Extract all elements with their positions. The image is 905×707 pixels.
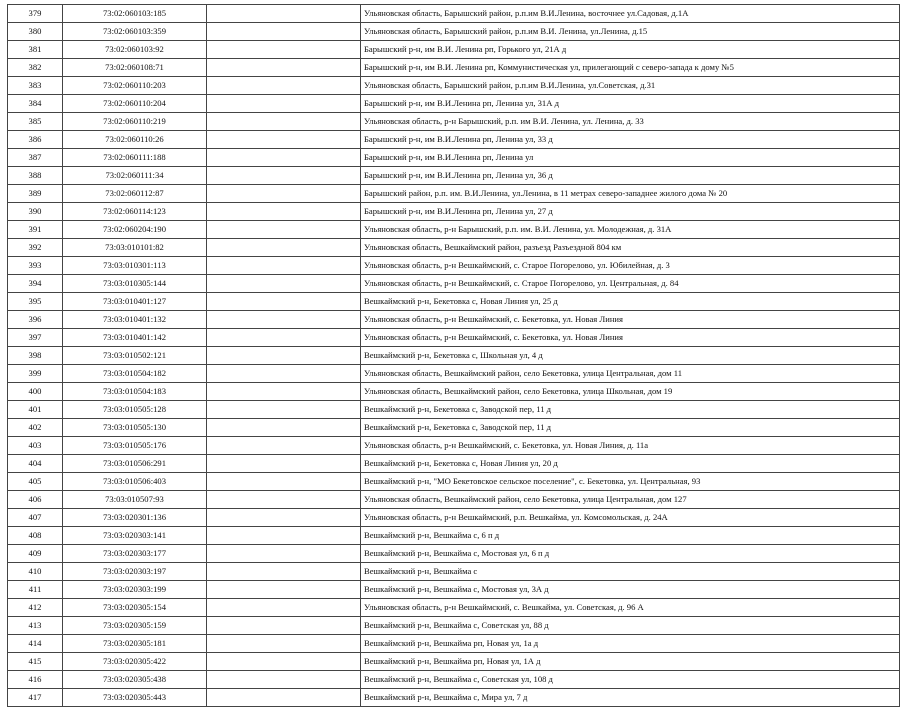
address-cell: Вешкаймский р-н, Вешкайма с, Советская ул, 88 д: [361, 617, 900, 635]
address-cell: Ульяновская область, р-н Вешкаймский, с. Старое Погорелово, ул. Центральная, д. 84: [361, 275, 900, 293]
row-number-cell: 390: [8, 203, 63, 221]
table-row: [8, 671, 900, 689]
cadastral-number-cell: 73:03:020305:181: [63, 635, 207, 653]
table-row: [8, 131, 900, 149]
table-row: [8, 149, 900, 167]
empty-cell: [207, 5, 361, 23]
row-number-cell: 415: [8, 653, 63, 671]
table-row: [8, 455, 900, 473]
table-row: [8, 419, 900, 437]
cadastral-number-cell: 73:03:020303:177: [63, 545, 207, 563]
address-cell: Ульяновская область, р-н Вешкаймский, р.п. Вешкайма, ул. Комсомольская, д. 24А: [361, 509, 900, 527]
address-cell: Ульяновская область, Барышский район, р.п.им В.И.Ленина, восточнее ул.Садовая, д.1А: [361, 5, 900, 23]
empty-cell: [207, 617, 361, 635]
cadastral-number-cell: 73:03:010505:128: [63, 401, 207, 419]
cadastral-number-cell: 73:02:060204:190: [63, 221, 207, 239]
cadastral-number-cell: 73:02:060111:188: [63, 149, 207, 167]
empty-cell: [207, 509, 361, 527]
empty-cell: [207, 347, 361, 365]
address-cell: Барышский р-н, им В.И.Ленина рп, Ленина ул: [361, 149, 900, 167]
cadastral-number-cell: 73:02:060108:71: [63, 59, 207, 77]
table-row: [8, 347, 900, 365]
empty-cell: [207, 401, 361, 419]
row-number-cell: 381: [8, 41, 63, 59]
address-cell: Вешкаймский р-н, "МО Бекетовское сельское поселение", с. Бекетовка, ул. Центральная, 93: [361, 473, 900, 491]
cadastral-number-cell: 73:03:020303:199: [63, 581, 207, 599]
cadastral-number-cell: 73:03:020303:141: [63, 527, 207, 545]
row-number-cell: 380: [8, 23, 63, 41]
registry-table-body: [8, 5, 900, 707]
cadastral-number-cell: 73:03:010507:93: [63, 491, 207, 509]
row-number-cell: 412: [8, 599, 63, 617]
empty-cell: [207, 581, 361, 599]
table-row: [8, 113, 900, 131]
row-number-cell: 396: [8, 311, 63, 329]
empty-cell: [207, 455, 361, 473]
cadastral-number-cell: 73:02:060111:34: [63, 167, 207, 185]
table-row: [8, 239, 900, 257]
empty-cell: [207, 293, 361, 311]
empty-cell: [207, 365, 361, 383]
table-row: [8, 257, 900, 275]
row-number-cell: 407: [8, 509, 63, 527]
address-cell: Ульяновская область, Вешкаймский район, село Бекетовка, улица Центральная, дом 11: [361, 365, 900, 383]
empty-cell: [207, 59, 361, 77]
cadastral-number-cell: 73:02:060112:87: [63, 185, 207, 203]
cadastral-number-cell: 73:03:010506:291: [63, 455, 207, 473]
row-number-cell: 392: [8, 239, 63, 257]
row-number-cell: 400: [8, 383, 63, 401]
cadastral-number-cell: 73:02:060110:204: [63, 95, 207, 113]
address-cell: Барышский р-н, им В.И.Ленина рп, Ленина ул, 27 д: [361, 203, 900, 221]
cadastral-number-cell: 73:03:010401:127: [63, 293, 207, 311]
row-number-cell: 411: [8, 581, 63, 599]
row-number-cell: 389: [8, 185, 63, 203]
cadastral-number-cell: 73:03:010305:144: [63, 275, 207, 293]
address-cell: Вешкаймский р-н, Бекетовка с, Новая Линия ул, 25 д: [361, 293, 900, 311]
table-row: [8, 401, 900, 419]
address-cell: Ульяновская область, р-н Вешкаймский, с. Бекетовка, ул. Новая Линия: [361, 311, 900, 329]
table-row: [8, 293, 900, 311]
empty-cell: [207, 221, 361, 239]
row-number-cell: 398: [8, 347, 63, 365]
cadastral-number-cell: 73:02:060103:359: [63, 23, 207, 41]
empty-cell: [207, 149, 361, 167]
empty-cell: [207, 545, 361, 563]
table-row: [8, 221, 900, 239]
address-cell: Ульяновская область, р-н Вешкаймский, с. Старое Погорелово, ул. Юбилейная, д. 3: [361, 257, 900, 275]
cadastral-number-cell: 73:03:010301:113: [63, 257, 207, 275]
empty-cell: [207, 383, 361, 401]
row-number-cell: 403: [8, 437, 63, 455]
table-row: [8, 527, 900, 545]
row-number-cell: 384: [8, 95, 63, 113]
row-number-cell: 383: [8, 77, 63, 95]
table-row: [8, 203, 900, 221]
row-number-cell: 405: [8, 473, 63, 491]
address-cell: Барышский район, р.п. им. В.И.Ленина, ул.Ленина, в 11 метрах северо-западнее жилого дома № 20: [361, 185, 900, 203]
address-cell: Вешкаймский р-н, Вешкайма рп, Новая ул, 1а д: [361, 635, 900, 653]
row-number-cell: 408: [8, 527, 63, 545]
registry-table-sheet: [7, 4, 900, 707]
cadastral-number-cell: 73:03:010504:182: [63, 365, 207, 383]
row-number-cell: 379: [8, 5, 63, 23]
address-cell: Ульяновская область, р-н Вешкаймский, с. Бекетовка, ул. Новая Линия, д. 11а: [361, 437, 900, 455]
address-cell: Вешкаймский р-н, Вешкайма с, Мостовая ул, 6 п д: [361, 545, 900, 563]
row-number-cell: 382: [8, 59, 63, 77]
row-number-cell: 395: [8, 293, 63, 311]
row-number-cell: 399: [8, 365, 63, 383]
table-row: [8, 41, 900, 59]
address-cell: Ульяновская область, Вешкаймский район, село Бекетовка, улица Центральная, дом 127: [361, 491, 900, 509]
cadastral-number-cell: 73:03:020301:136: [63, 509, 207, 527]
table-row: [8, 311, 900, 329]
empty-cell: [207, 41, 361, 59]
empty-cell: [207, 329, 361, 347]
address-cell: Ульяновская область, Барышский район, р.п.им В.И. Ленина, ул.Ленина, д.15: [361, 23, 900, 41]
table-row: [8, 635, 900, 653]
table-row: [8, 509, 900, 527]
address-cell: Вешкаймский р-н, Вешкайма с, Советская ул, 108 д: [361, 671, 900, 689]
empty-cell: [207, 419, 361, 437]
address-cell: Ульяновская область, Барышский район, р.п.им В.И.Ленина, ул.Советская, д.31: [361, 77, 900, 95]
row-number-cell: 404: [8, 455, 63, 473]
cadastral-number-cell: 73:03:010401:142: [63, 329, 207, 347]
address-cell: Ульяновская область, Вешкаймский район, село Бекетовка, улица Школьная, дом 19: [361, 383, 900, 401]
empty-cell: [207, 527, 361, 545]
cadastral-number-cell: 73:02:060110:219: [63, 113, 207, 131]
row-number-cell: 410: [8, 563, 63, 581]
table-row: [8, 581, 900, 599]
address-cell: Вешкаймский р-н, Бекетовка с, Новая Линия ул, 20 д: [361, 455, 900, 473]
empty-cell: [207, 671, 361, 689]
table-row: [8, 59, 900, 77]
address-cell: Ульяновская область, р-н Вешкаймский, с. Бекетовка, ул. Новая Линия: [361, 329, 900, 347]
address-cell: Вешкаймский р-н, Вешкайма с, Мостовая ул, 3А д: [361, 581, 900, 599]
cadastral-number-cell: 73:03:010401:132: [63, 311, 207, 329]
address-cell: Вешкаймский р-н, Бекетовка с, Школьная ул, 4 д: [361, 347, 900, 365]
address-cell: Вешкаймский р-н, Вешкайма с, Мира ул, 7 д: [361, 689, 900, 707]
cadastral-number-cell: 73:03:020305:154: [63, 599, 207, 617]
registry-table: [7, 4, 900, 707]
empty-cell: [207, 491, 361, 509]
address-cell: Ульяновская область, р-н Вешкаймский, с. Вешкайма, ул. Советская, д. 96 А: [361, 599, 900, 617]
row-number-cell: 386: [8, 131, 63, 149]
empty-cell: [207, 239, 361, 257]
cadastral-number-cell: 73:02:060103:185: [63, 5, 207, 23]
address-cell: Вешкаймский р-н, Бекетовка с, Заводской пер, 11 д: [361, 401, 900, 419]
empty-cell: [207, 311, 361, 329]
table-row: [8, 689, 900, 707]
table-row: [8, 5, 900, 23]
cadastral-number-cell: 73:03:010506:403: [63, 473, 207, 491]
row-number-cell: 397: [8, 329, 63, 347]
cadastral-number-cell: 73:02:060103:92: [63, 41, 207, 59]
table-row: [8, 365, 900, 383]
table-row: [8, 275, 900, 293]
empty-cell: [207, 275, 361, 293]
row-number-cell: 401: [8, 401, 63, 419]
table-row: [8, 95, 900, 113]
table-row: [8, 185, 900, 203]
table-row: [8, 437, 900, 455]
empty-cell: [207, 653, 361, 671]
empty-cell: [207, 77, 361, 95]
cadastral-number-cell: 73:03:010505:130: [63, 419, 207, 437]
table-row: [8, 77, 900, 95]
address-cell: Вешкаймский р-н, Вешкайма с: [361, 563, 900, 581]
row-number-cell: 391: [8, 221, 63, 239]
cadastral-number-cell: 73:02:060114:123: [63, 203, 207, 221]
cadastral-number-cell: 73:03:020303:197: [63, 563, 207, 581]
empty-cell: [207, 95, 361, 113]
table-row: [8, 563, 900, 581]
empty-cell: [207, 437, 361, 455]
table-row: [8, 329, 900, 347]
table-row: [8, 545, 900, 563]
address-cell: Ульяновская область, р-н Барышский, р.п. им. В.И. Ленина, ул. Молодежная, д. 31А: [361, 221, 900, 239]
empty-cell: [207, 113, 361, 131]
row-number-cell: 413: [8, 617, 63, 635]
address-cell: Барышский р-н, им В.И.Ленина рп, Ленина ул, 36 д: [361, 167, 900, 185]
address-cell: Вешкаймский р-н, Вешкайма рп, Новая ул, 1А д: [361, 653, 900, 671]
row-number-cell: 387: [8, 149, 63, 167]
empty-cell: [207, 635, 361, 653]
cadastral-number-cell: 73:03:010504:183: [63, 383, 207, 401]
cadastral-number-cell: 73:03:020305:422: [63, 653, 207, 671]
empty-cell: [207, 203, 361, 221]
table-row: [8, 653, 900, 671]
cadastral-number-cell: 73:02:060110:203: [63, 77, 207, 95]
address-cell: Вешкаймский р-н, Вешкайма с, 6 п д: [361, 527, 900, 545]
empty-cell: [207, 599, 361, 617]
empty-cell: [207, 131, 361, 149]
table-row: [8, 491, 900, 509]
row-number-cell: 406: [8, 491, 63, 509]
row-number-cell: 414: [8, 635, 63, 653]
address-cell: Барышский р-н, им В.И.Ленина рп, Ленина ул, 33 д: [361, 131, 900, 149]
address-cell: Барышский р-н, им В.И. Ленина рп, Коммунистическая ул, прилегающий с северо-запада к дому №5: [361, 59, 900, 77]
address-cell: Ульяновская область, Вешкаймский район, разъезд Разъездной 804 км: [361, 239, 900, 257]
empty-cell: [207, 185, 361, 203]
cadastral-number-cell: 73:03:010505:176: [63, 437, 207, 455]
table-row: [8, 383, 900, 401]
cadastral-number-cell: 73:03:020305:438: [63, 671, 207, 689]
row-number-cell: 385: [8, 113, 63, 131]
address-cell: Барышский р-н, им В.И.Ленина рп, Ленина ул, 31А д: [361, 95, 900, 113]
cadastral-number-cell: 73:03:010101:82: [63, 239, 207, 257]
row-number-cell: 388: [8, 167, 63, 185]
row-number-cell: 409: [8, 545, 63, 563]
empty-cell: [207, 257, 361, 275]
row-number-cell: 393: [8, 257, 63, 275]
empty-cell: [207, 23, 361, 41]
row-number-cell: 402: [8, 419, 63, 437]
table-row: [8, 167, 900, 185]
address-cell: Вешкаймский р-н, Бекетовка с, Заводской пер, 11 д: [361, 419, 900, 437]
empty-cell: [207, 167, 361, 185]
address-cell: Ульяновская область, р-н Барышский, р.п. им В.И. Ленина, ул. Ленина, д. 33: [361, 113, 900, 131]
row-number-cell: 394: [8, 275, 63, 293]
table-row: [8, 23, 900, 41]
address-cell: Барышский р-н, им В.И. Ленина рп, Горького ул, 21А д: [361, 41, 900, 59]
empty-cell: [207, 689, 361, 707]
row-number-cell: 416: [8, 671, 63, 689]
row-number-cell: 417: [8, 689, 63, 707]
cadastral-number-cell: 73:03:020305:159: [63, 617, 207, 635]
empty-cell: [207, 563, 361, 581]
table-row: [8, 599, 900, 617]
cadastral-number-cell: 73:03:020305:443: [63, 689, 207, 707]
cadastral-number-cell: 73:03:010502:121: [63, 347, 207, 365]
cadastral-number-cell: 73:02:060110:26: [63, 131, 207, 149]
empty-cell: [207, 473, 361, 491]
table-row: [8, 617, 900, 635]
table-row: [8, 473, 900, 491]
